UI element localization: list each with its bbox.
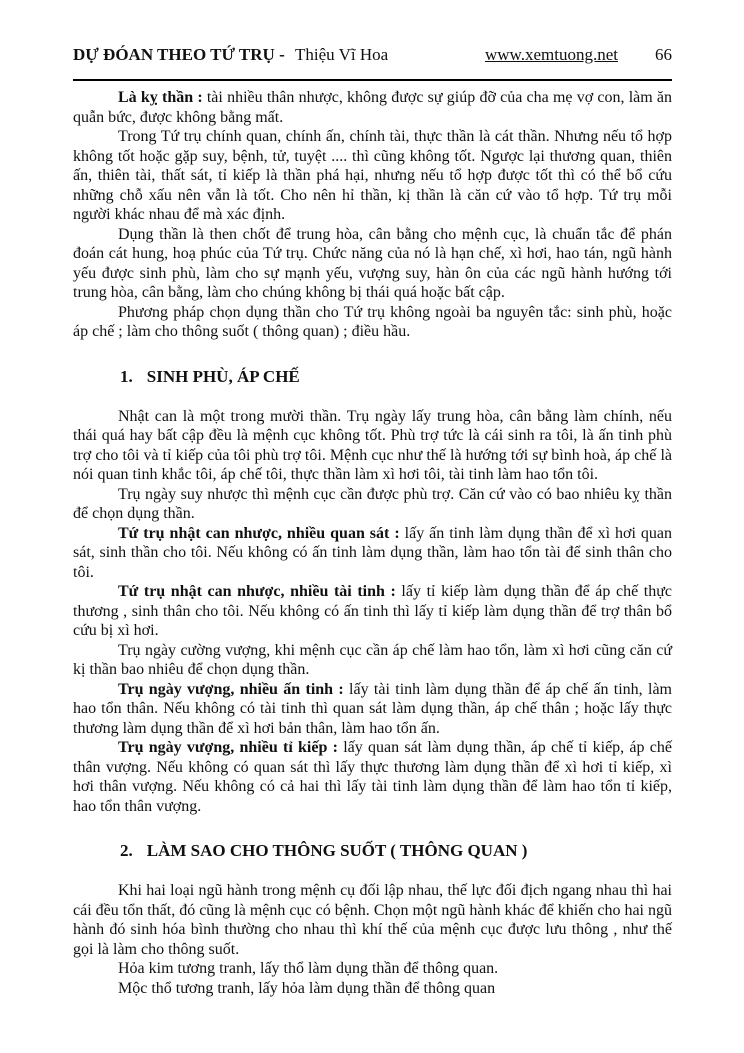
paragraph (73, 979, 672, 999)
paragraph-lead: Tứ trụ nhật can nhược, nhiều tài tinh : (118, 583, 396, 600)
paragraph-text: lấy ấn tinh làm dụng thần để xì hơi quan sát, sinh thần cho tôi. Nếu không có ấn tinh làm dụng thần, làm hao tổn tài để sinh thân cho tôi. (73, 524, 673, 581)
website-url: www.xemtuong.net (485, 45, 618, 64)
paragraph-text: Trong Tứ trụ chính quan, chính ấn, chính tài, thực thần là cát thần. Nhưng nếu tổ hợp không tốt hoặc gặp suy, bệnh, tử, tuyệt .... thì cũng không tốt. Ngược lại thương quan, thiên ấn, thiên tài, thất sát, tỉ kiếp là thần phá hại, nhưng nếu tổ hợp được tốt thì có thể bổ cứu những chỗ xấu nên vẫn là tốt. Cho nên hỉ thần, kị thần là căn cứ vào tổ hợp. Tứ trụ mỗi người khác nhau để mà xác định. (73, 128, 672, 223)
section-number: 1. (120, 366, 133, 386)
paragraph (73, 641, 672, 680)
paragraph (73, 680, 672, 739)
paragraph-lead: Trụ ngày vượng, nhiều ấn tinh : (118, 680, 344, 698)
paragraph-lead: Là kỵ thần : (118, 89, 203, 106)
page-number: 66 (655, 45, 672, 64)
page-header (73, 44, 672, 66)
paragraph-text: Khi hai loại ngũ hành trong mệnh cụ đối lập nhau, thế lực đối địch ngang nhau thì hai cái đều tổn thất, đó cũng là mệnh cục có bệnh. Chọn một ngũ hành khác để khiến cho hai ngũ hành đó sinh hóa bình thường cho nhau thì khí thế của mệnh cục được lưu thông , như thế gọi là làm cho thông suốt. (73, 882, 672, 958)
paragraph-text: tài nhiều thân nhược, không được sự giúp đỡ của cha mẹ vợ con, làm ăn quẫn bức, được không bằng mất. (73, 89, 672, 126)
paragraph (73, 738, 672, 816)
document-body (73, 88, 672, 998)
paragraph-text: Dụng thần là then chốt để trung hòa, cân bằng cho mệnh cục, là chuẩn tắc để phán đoán cát hung, hoạ phúc của Tứ trụ. Chức năng của nó là hạn chế, xì hơi, hao tán, ngũ hành yếu được sinh phù, làm cho sự mạnh yếu, vượng suy, hàn ôn của các ngũ hành hướng tới trung hòa, cân bằng, làm cho chúng không bị thái quá hoặc bất cập. (73, 225, 672, 301)
paragraph (73, 303, 672, 342)
paragraph (73, 881, 672, 959)
paragraph (73, 582, 672, 641)
paragraph-text: lấy tỉ kiếp làm dụng thần để áp chế thực thương , sinh thân cho tôi. Nếu không có ấn tinh thì lấy tỉ kiếp làm dụng thần để trợ thân bổ cứu bị xì hơi. (73, 583, 673, 639)
book-title: DỰ ĐÓAN THEO TỨ TRỤ - (73, 45, 285, 64)
paragraph-text: Trụ ngày suy nhược thì mệnh cục cần được phù trợ. Căn cứ vào có bao nhiêu kỵ thần để chọn dụng thần. (73, 485, 672, 522)
paragraph-text: lấy tài tinh làm dụng thần để áp chế ấn tinh, làm hao tổn thân. Nếu không có tài tinh thì quan sát làm dụng thần, áp chế thân ; hoặc lấy thực thương làm dụng thần để xì hơi bản thân, làm hao tổn ấn. (73, 680, 673, 737)
header-rule (73, 79, 672, 81)
paragraph (73, 407, 672, 485)
paragraph-text: Nhật can là một trong mười thần. Trụ ngày lấy trung hòa, cân bằng làm chính, nếu thái quá hay bất cập đều là mệnh cục không tốt. Phù trợ tức là cái sinh ra tôi, là ấn tinh phù trợ cho tôi và tỉ kiếp của tôi phù trợ tôi. Mệnh cục như thế là hướng tới sự bình hoà, áp chế là nói quan tinh khắc tôi, áp chế tôi, thực thần làm xì hơi tôi, tài tinh làm hao tổn tôi. (73, 407, 672, 483)
section-heading (73, 840, 672, 861)
section-title: LÀM SAO CHO THÔNG SUỐT ( THÔNG QUAN ) (146, 841, 528, 860)
paragraph (73, 225, 672, 303)
section-heading (73, 366, 672, 387)
paragraph (73, 959, 672, 979)
paragraph-text: Phương pháp chọn dụng thần cho Tứ trụ không ngoài ba nguyên tắc: sinh phù, hoặc áp chế ; làm cho thông suốt ( thông quan) ; điều hầu. (73, 303, 672, 340)
author-name: Thiệu Vĩ Hoa (295, 45, 389, 64)
paragraph-text: Mộc thổ tương tranh, lấy hỏa làm dụng thần để thông quan (118, 979, 496, 997)
paragraph (73, 524, 672, 583)
paragraph (73, 88, 672, 127)
paragraph (73, 127, 672, 225)
paragraph-text: Hỏa kim tương tranh, lấy thổ làm dụng thần để thông quan. (118, 960, 499, 977)
paragraph-lead: Tứ trụ nhật can nhược, nhiều quan sát : (118, 524, 400, 542)
paragraph-text: Trụ ngày cường vượng, khi mệnh cục cần áp chế làm hao tổn, làm xì hơi cũng căn cứ kị thần bao nhiêu để chọn dụng thần. (73, 641, 672, 678)
paragraph-text: lấy quan sát làm dụng thần, áp chế tỉ kiếp, áp chế thân vượng. Nếu không có quan sát thì lấy thực thương làm dụng thần để xì hơi tỉ kiếp, xì hơi thân vượng. Nếu không có cả hai thì lấy tài tinh làm dụng thần để làm hao tổn tỉ kiếp, hao tổn thân vượng. (73, 739, 672, 815)
section-number: 2. (120, 841, 133, 860)
paragraph (73, 485, 672, 524)
section-title: SINH PHÙ, ÁP CHẾ (146, 366, 300, 386)
paragraph-lead: Trụ ngày vượng, nhiều tỉ kiếp : (118, 739, 338, 756)
